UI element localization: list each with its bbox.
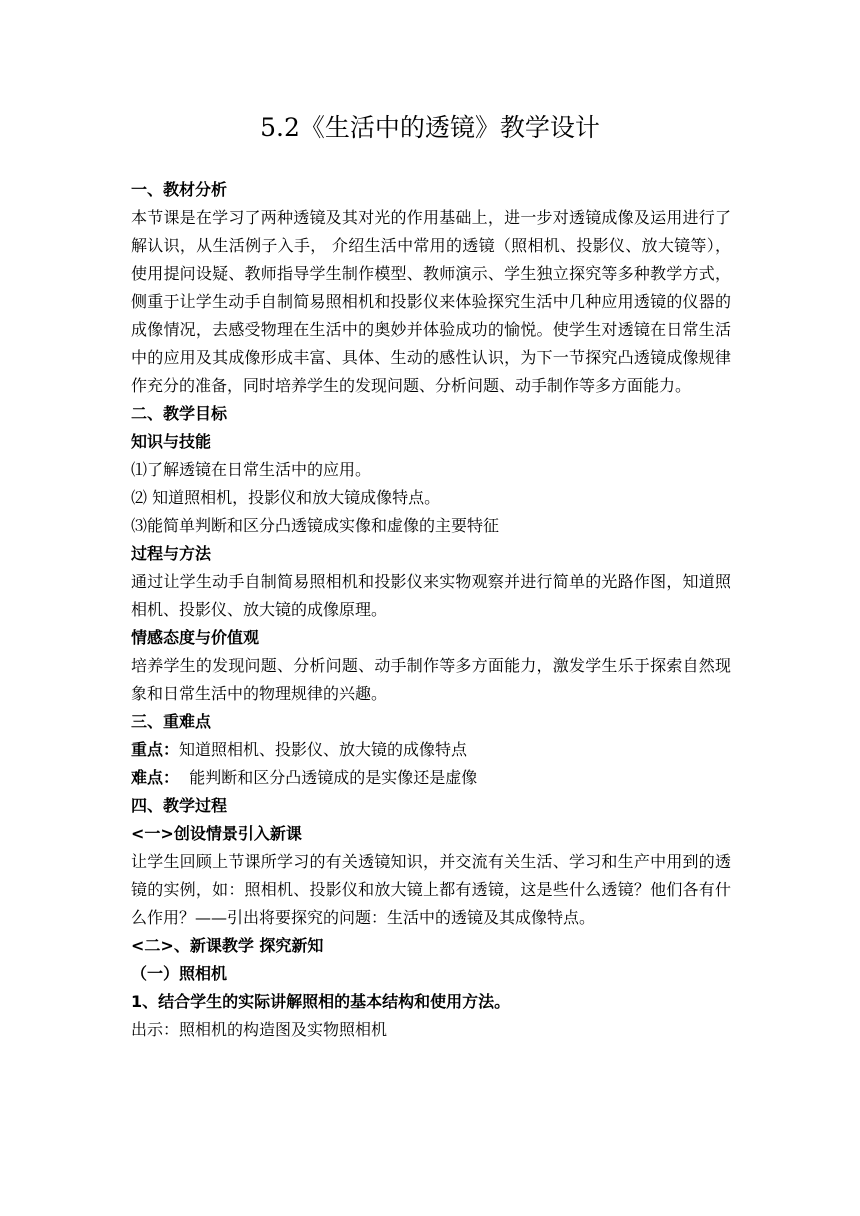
attitude-values-paragraph: 培养学生的发现问题、分析问题、动手制作等多方面能力，激发学生乐于探索自然现象和日常生活中的物理规律的兴趣。 bbox=[131, 656, 731, 703]
subheading-camera: （一）照相机 bbox=[131, 964, 228, 983]
subheading-attitude-values: 情感态度与价值观 bbox=[131, 628, 260, 647]
subheading-knowledge-skills: 知识与技能 bbox=[131, 432, 212, 451]
textbook-analysis-paragraph: 本节课是在学习了两种透镜及其对光的作用基础上，进一步对透镜成像及运用进行了解认识，从生活例子入手， 介绍生活中常用的透镜（照相机、投影仪、放大镜等），使用提问设疑、教师指导学生制作模型、教师演示、学生独立探究等多种教学方式，侧重于让学生动手自制简易照相机和投影仪来体验探究生活中几种应用透镜的仪器的成像情况，去感受物理在生活中的奥妙并体验成功的愉悦。使学生对透镜在日常生活中的应用及其成像形成丰富、具体、生动的感性认识，为下一节探究凸透镜成像规律作充分的准备，同时培养学生的发现问题、分析问题、动手制作等多方面能力。 bbox=[131, 208, 731, 395]
subheading-process-method: 过程与方法 bbox=[131, 544, 212, 563]
key-point-label: 重点： bbox=[131, 740, 180, 759]
section-heading-teaching-process: 四、教学过程 bbox=[131, 796, 228, 815]
key-point-text: 知道照相机、投影仪、放大镜的成像特点 bbox=[179, 740, 468, 759]
goal-item-3: ⑶能简单判断和区分凸透镜成实像和虚像的主要特征 bbox=[131, 516, 500, 535]
section-heading-key-points: 三、重难点 bbox=[131, 712, 212, 731]
document-body bbox=[131, 176, 731, 1044]
difficult-point-text: 能判断和区分凸透镜成的是实像还是虚像 bbox=[179, 768, 478, 787]
camera-show-line: 出示：照相机的构造图及实物照相机 bbox=[131, 1020, 388, 1039]
process-method-paragraph: 通过让学生动手自制简易照相机和投影仪来实物观察并进行简单的光路作图，知道照相机、投影仪、放大镜的成像原理。 bbox=[131, 572, 731, 619]
camera-point-1: 1、结合学生的实际讲解照相的基本结构和使用方法。 bbox=[131, 992, 511, 1011]
goal-item-1: ⑴了解透镜在日常生活中的应用。 bbox=[131, 460, 372, 479]
part-heading-introduction: <一>创设情景引入新课 bbox=[131, 824, 302, 843]
difficult-point-label: 难点： bbox=[131, 768, 180, 787]
goal-item-2: ⑵ 知道照相机，投影仪和放大镜成像特点。 bbox=[131, 488, 441, 507]
part-heading-new-lesson: <二>、新课教学 探究新知 bbox=[131, 936, 324, 955]
key-point-line bbox=[131, 736, 731, 764]
difficult-point-line bbox=[131, 764, 731, 792]
introduction-paragraph: 让学生回顾上节课所学习的有关透镜知识，并交流有关生活、学习和生产中用到的透镜的实例，如：照相机、投影仪和放大镜上都有透镜，这是些什么透镜？他们各有什么作用？——引出将要探究的问题：生活中的透镜及其成像特点。 bbox=[131, 852, 731, 927]
section-heading-textbook-analysis: 一、教材分析 bbox=[131, 180, 228, 199]
document-title: 5.2《生活中的透镜》教学设计 bbox=[260, 113, 600, 142]
section-heading-teaching-goals: 二、教学目标 bbox=[131, 404, 228, 423]
